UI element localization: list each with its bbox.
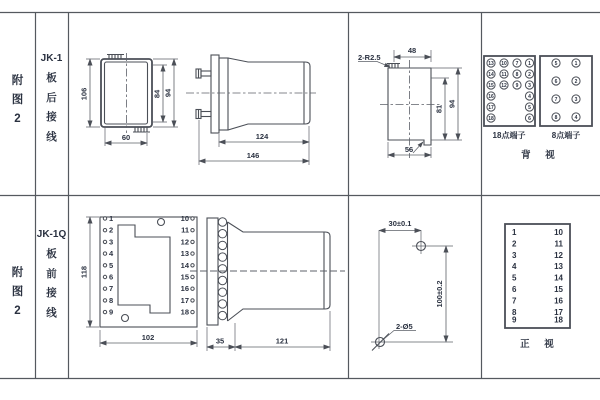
terminal-circles-8 <box>552 59 580 121</box>
terminal-comb-top <box>107 55 124 60</box>
bottom-side-view-drawing <box>190 218 345 351</box>
terminal-number: 15 <box>488 82 494 89</box>
terminal-number: 12 <box>501 82 507 89</box>
terminal-block-18-label: 18点端子 <box>492 131 526 140</box>
fig-char: 2 <box>14 113 21 125</box>
terminal-number: 13 <box>554 262 563 272</box>
terminal-number: 5 <box>528 104 531 111</box>
wiring-char: 接 <box>46 111 57 123</box>
terminal-number: 8 <box>554 114 558 121</box>
terminal-number: 1 <box>528 60 531 67</box>
terminal-number: 3 <box>528 82 531 89</box>
wiring-char: 接 <box>46 287 57 299</box>
terminal-number: 16 <box>180 284 189 294</box>
terminal-number: 1 <box>574 60 578 67</box>
terminal-number: 18 <box>554 315 563 325</box>
terminal-number: 10 <box>554 228 563 237</box>
wiring-char: 板 <box>46 72 57 84</box>
wiring-char: 后 <box>46 91 57 104</box>
terminal-number: 12 <box>554 250 563 260</box>
terminal-number: 4 <box>109 249 114 259</box>
dim-inner-height: 81 <box>434 104 444 114</box>
terminal-number: 17 <box>488 104 494 111</box>
terminal-number: 17 <box>180 295 189 305</box>
terminal-number: 1 <box>109 214 114 223</box>
drill-plan-drawing <box>371 219 453 351</box>
front-wiring-drawing <box>80 214 198 347</box>
front-terminal-view <box>505 224 570 350</box>
terminal-number: 15 <box>180 272 189 282</box>
terminal-number: 3 <box>574 96 578 103</box>
dim-width: 102 <box>141 333 155 342</box>
terminal-number: 2 <box>512 239 517 249</box>
terminal-number: 11 <box>181 225 189 235</box>
terminal-number: 15 <box>554 285 563 294</box>
slot-note: 2-R2.5 <box>358 53 381 62</box>
dim-body-length: 121 <box>275 336 289 346</box>
terminal-number: 4 <box>528 93 531 100</box>
terminal-number: 3 <box>109 237 114 247</box>
dim-bottom-width: 56 <box>404 145 414 154</box>
dim-outer-height: 94 <box>163 88 173 98</box>
terminal-number: 10 <box>501 60 507 67</box>
terminal-block-8-label: 8点端子 <box>551 131 581 140</box>
terminal-number: 14 <box>554 273 563 283</box>
side-view-drawing <box>186 55 316 165</box>
terminal-number: 7 <box>109 284 114 294</box>
terminal-number: 7 <box>515 60 519 67</box>
terminal-number: 8 <box>109 295 114 305</box>
dim-plate-depth: 35 <box>215 336 225 346</box>
dim-hole-spacing-v: 100±0.2 <box>435 280 444 308</box>
dim-hole-spacing-h: 30±0.1 <box>388 219 412 228</box>
right-terminal-numbers <box>554 228 563 325</box>
dim-body-length: 124 <box>255 132 269 141</box>
terminal-number: 8 <box>515 71 519 78</box>
terminal-number: 14 <box>488 71 494 78</box>
hole-note: 2-Ø5 <box>396 322 413 331</box>
terminal-number: 16 <box>554 296 563 306</box>
terminal-number: 3 <box>512 250 517 260</box>
mounting-hole <box>158 219 165 226</box>
terminal-number: 17 <box>554 307 563 317</box>
terminal-number: 4 <box>574 114 578 121</box>
terminal-number: 13 <box>488 60 494 67</box>
terminal-number: 11 <box>554 239 563 249</box>
dim-outer-height: 94 <box>447 99 457 109</box>
terminal-number: 18 <box>488 115 494 122</box>
inner-case-outline <box>118 225 170 313</box>
terminal-comb-bottom <box>133 127 150 132</box>
fig-char: 图 <box>11 286 24 298</box>
panel-cutout-drawing <box>358 46 462 158</box>
wiring-char: 板 <box>46 248 57 260</box>
terminal-number: 2 <box>528 71 531 78</box>
terminal-number: 9 <box>109 307 114 317</box>
relay-body <box>228 58 310 130</box>
front-view-caption: 正 视 <box>520 339 560 350</box>
mounting-hole <box>122 315 129 322</box>
front-view-drawing <box>80 53 179 146</box>
terminal-number: 6 <box>528 115 531 122</box>
terminal-number: 16 <box>488 93 494 100</box>
mounting-screw <box>196 69 211 78</box>
left-terminals <box>103 214 114 317</box>
terminal-number: 13 <box>180 249 189 259</box>
terminal-number: 9 <box>515 82 519 89</box>
terminal-number: 2 <box>574 78 578 85</box>
terminal-number: 6 <box>554 78 558 85</box>
left-terminal-numbers <box>512 228 517 325</box>
dim-total-length: 146 <box>246 151 260 160</box>
fig-char: 图 <box>11 94 24 106</box>
terminal-number: 2 <box>109 225 114 235</box>
terminal-number: 7 <box>554 96 558 103</box>
terminal-number: 14 <box>180 260 189 270</box>
terminal-number: 7 <box>512 296 517 306</box>
fig-char: 2 <box>14 305 21 317</box>
dim-width: 60 <box>121 133 131 142</box>
terminal-number: 5 <box>554 60 558 67</box>
terminal-number: 1 <box>512 228 517 237</box>
terminal-number: 5 <box>109 260 114 270</box>
model-name: JK-1 <box>40 53 63 64</box>
terminal-number: 10 <box>180 214 189 223</box>
dim-top-width: 48 <box>407 46 417 55</box>
dim-height: 118 <box>79 265 89 279</box>
terminal-circles-18 <box>487 59 534 122</box>
terminal-screws <box>218 218 226 320</box>
slot-comb <box>387 64 400 69</box>
wiring-char: 前 <box>46 267 57 280</box>
terminal-number: 6 <box>109 272 114 282</box>
right-terminals <box>181 214 195 317</box>
terminal-number: 18 <box>180 307 189 317</box>
terminal-block-8 <box>540 56 592 126</box>
fig-char: 附 <box>11 75 24 87</box>
model-name: JK-1Q <box>36 229 67 240</box>
mounting-screw <box>196 110 211 119</box>
dim-inner-height: 84 <box>152 89 162 99</box>
terminal-number: 8 <box>512 307 517 317</box>
wiring-char: 线 <box>46 130 57 143</box>
terminal-number: 11 <box>501 71 507 78</box>
dim-height: 106 <box>79 87 89 101</box>
wiring-char: 线 <box>46 306 57 319</box>
rear-terminal-view <box>484 56 592 161</box>
terminal-number: 4 <box>512 262 517 272</box>
terminal-number: 5 <box>512 273 517 283</box>
rear-view-caption: 背 视 <box>521 150 561 161</box>
terminal-number: 12 <box>180 237 189 247</box>
fig-char: 附 <box>11 267 24 279</box>
terminal-number: 6 <box>512 285 517 294</box>
mounting-plate <box>211 55 219 133</box>
terminal-number: 9 <box>512 315 517 325</box>
